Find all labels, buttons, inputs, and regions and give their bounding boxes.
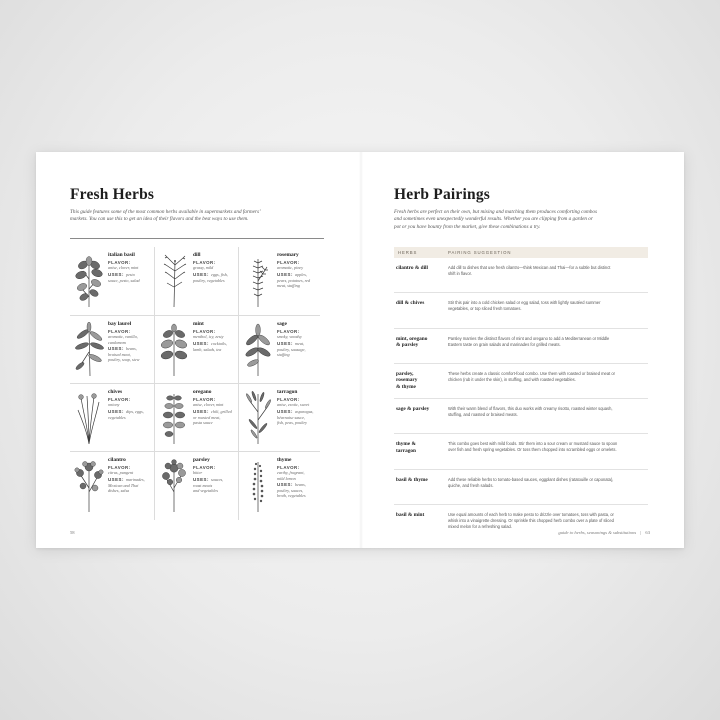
flavor-label: FLAVOR:: [108, 397, 131, 402]
pair-suggestion: Use equal amounts of each herb to make pesto to drizzle over tomatoes, toss with pasta, or whisk into a vinaigrette dressing. Or sprinkle this chopped herb combo over a plate of sliced mixed melon for a refreshing salad.: [448, 512, 614, 530]
herb-name: oregano: [193, 389, 212, 395]
flavor-value: grassy, mild: [193, 265, 214, 271]
pair-herbs: sage & parsley: [396, 406, 430, 413]
herb-info: [108, 321, 153, 362]
flavor-label: FLAVOR:: [277, 260, 300, 265]
flavor-label: FLAVOR:: [193, 260, 216, 265]
herb-name: tarragon: [277, 389, 298, 395]
uses-label: USES:: [108, 477, 124, 483]
uses-value: USES: dips, eggs, vegetables: [108, 409, 144, 420]
thyme-icon: [243, 458, 273, 514]
pair-suggestion: With their warm blend of flavors, this duo works with creamy risotto, roasted winter squash, stuffing, and roasted or braised meats.: [448, 406, 613, 418]
uses-value: USES: marinades, Mexican and Thai dishes, salsa: [108, 477, 145, 493]
flavor-value: earthy, fragrant, mild lemon: [277, 470, 305, 481]
uses-value: USES: beans, braised meat, poultry, soup, stew: [108, 346, 140, 362]
herb-card: [70, 316, 153, 384]
herb-row: [70, 315, 320, 384]
pair-herbs: cilantro & dill: [396, 265, 428, 271]
herb-row: [70, 383, 320, 452]
uses-label: USES:: [277, 272, 293, 278]
table-row: [394, 293, 648, 328]
flavor-value: anise, clover, mint: [108, 265, 139, 271]
pair-suggestion: Add these reliable herbs to tomato-based sauces, eggplant dishes (ratatouille or caponata), quiche, and fresh salads.: [448, 476, 614, 488]
herb-name: chives: [108, 389, 123, 395]
uses-value: USES: beans, poultry, sauces, broth, vegetables: [277, 482, 306, 498]
flavor-label: FLAVOR:: [108, 465, 131, 470]
herb-info: [277, 457, 322, 498]
herb-card: [238, 452, 322, 520]
flavor-value: aromatic, piney: [277, 265, 304, 271]
flavor-label: FLAVOR:: [108, 260, 131, 265]
footer-text: guide to herbs, seasonings & substitutions: [558, 530, 637, 535]
herb-name: dill: [193, 252, 201, 258]
herb-name: parsley: [193, 457, 210, 463]
page-title: Fresh Herbs: [70, 186, 155, 203]
herb-info: [277, 321, 322, 357]
herb-row: [70, 247, 320, 315]
oregano-icon: [159, 390, 189, 446]
flavor-value: bitter: [193, 470, 203, 476]
table-header: [394, 247, 648, 258]
uses-value: USES: meat, poultry, sausage, stuffing: [277, 341, 306, 357]
chives-icon: [74, 390, 104, 446]
pair-herbs: thyme & tarragon: [396, 441, 417, 454]
uses-value: USES: asparagus, béarnaise sauce, fish, peas, poultry: [277, 409, 314, 425]
herb-card: [70, 247, 153, 315]
herb-name: sage: [277, 321, 287, 327]
header-suggestion: PAIRING SUGGESTION: [448, 250, 512, 256]
dill-icon: [159, 253, 189, 309]
pair-herbs: dill & chives: [396, 300, 425, 307]
flavor-value: menthol, icy, zesty: [193, 334, 224, 340]
herb-info: [193, 321, 238, 352]
herb-info: [108, 457, 153, 493]
uses-value: USES: pesto sauce, pesto, salad: [108, 272, 140, 283]
running-footer: [558, 530, 650, 535]
herb-name: mint: [193, 321, 204, 327]
footer-separator: |: [640, 530, 642, 535]
uses-value: USES: eggs, fish, poultry, vegetables: [193, 272, 228, 283]
herb-info: [277, 389, 322, 425]
pair-suggestion: Stir this pair into a cold chicken salad or egg salad, toss with lightly sautéed summer vegetables, or top sliced fresh tomatoes.: [448, 300, 601, 312]
uses-label: USES:: [193, 409, 209, 415]
herb-name: cilantro: [108, 457, 126, 463]
herb-info: [193, 389, 238, 425]
uses-label: USES:: [108, 409, 124, 415]
herb-card: [70, 452, 153, 520]
herb-info: [277, 252, 322, 288]
intro-text: [394, 209, 656, 231]
tarragon-icon: [243, 390, 273, 446]
herb-info: [193, 252, 238, 283]
intro-line: markets. You can use this to get an idea of their flavors and the best ways to use them.: [70, 216, 249, 223]
table-row: [394, 364, 648, 399]
herb-card: [154, 384, 238, 452]
flavor-value: smoky, woodsy: [277, 334, 302, 340]
table-row: [394, 399, 648, 434]
uses-label: USES:: [277, 341, 293, 347]
pair-suggestion: These herbs create a classic comfort-food combo. Use them with roasted or braised meat or chicken (rub it under the skin), in stuffing, and with roasted vegetables.: [448, 370, 616, 382]
section-divider: [70, 238, 324, 239]
flavor-label: FLAVOR:: [193, 465, 216, 470]
pair-suggestion: Parsley marries the distinct flavors of mint and oregano to add a Mediterranean or Middle Eastern taste on grain salads and marinades for grilled meats.: [448, 335, 610, 347]
uses-label: USES:: [193, 477, 209, 483]
page-number: 58: [70, 530, 75, 535]
herb-card: [154, 316, 238, 384]
pair-herbs: parsley, rosemary & thyme: [396, 370, 418, 390]
pairings-table: [394, 247, 648, 539]
uses-label: USES:: [108, 346, 124, 352]
table-row: [394, 434, 648, 469]
table-row: [394, 470, 648, 505]
herb-name: thyme: [277, 457, 292, 463]
herb-row: [70, 451, 320, 520]
uses-label: USES:: [277, 482, 293, 488]
herb-card: [70, 384, 153, 452]
bay-laurel-icon: [74, 322, 104, 378]
flavor-value: anise, exotic, sweet: [277, 402, 310, 408]
flavor-label: FLAVOR:: [193, 397, 216, 402]
flavor-value: aromatic, vanilla, cardamom: [108, 334, 138, 345]
herb-card: [154, 247, 238, 315]
parsley-icon: [159, 458, 189, 514]
herb-info: [108, 389, 153, 420]
pair-suggestion: Add dill to dishes that use fresh cilantro—think Mexican and Thai—for a subtle but distinct shift in flavor.: [448, 265, 611, 276]
intro-line: This guide features some of the most common herbs available in supermarkets and farmers’: [70, 209, 261, 215]
uses-label: USES:: [277, 409, 293, 415]
herb-info: [193, 457, 238, 493]
herb-name: italian basil: [108, 252, 135, 258]
uses-value: USES: apples, pears, potatoes, red meat, stuffing: [277, 272, 311, 288]
pair-suggestion: This combo goes best with mild foods. Stir them into a sour cream or mustard sauce to spoon over fish and fresh spring vegetables. Or toss them chopped into scrambled eggs or omelets.: [448, 441, 618, 453]
flavor-value: anise, clover, mint: [193, 402, 224, 408]
flavor-value: oniony: [108, 402, 120, 408]
herb-card: [154, 452, 238, 520]
sage-icon: [243, 322, 273, 378]
flavor-value: citrus, pungent: [108, 470, 134, 476]
pair-herbs: basil & thyme: [396, 476, 428, 483]
page-number: 63: [645, 530, 650, 535]
uses-label: USES:: [193, 272, 209, 278]
flavor-label: FLAVOR:: [277, 465, 300, 470]
flavor-label: FLAVOR:: [108, 329, 131, 334]
herb-card: [238, 316, 322, 384]
herb-card: [238, 247, 322, 315]
uses-value: USES: chili, grilled or roasted meat, pasta sauce: [193, 409, 232, 425]
uses-value: USES: cocktails, lamb, salads, tea: [193, 341, 227, 352]
herb-card: [238, 384, 322, 452]
flavor-label: FLAVOR:: [277, 329, 300, 334]
page-title: Herb Pairings: [394, 186, 491, 203]
intro-line: and sometimes even unexpectedly wonderful results. Whether you are clipping from a garden or: [394, 216, 593, 223]
intro-line: Fresh herbs are perfect on their own, but mixing and matching them produces comforting combos: [394, 209, 598, 215]
open-book-spread: [36, 152, 684, 548]
herb-name: rosemary: [277, 252, 299, 258]
right-page: [360, 152, 684, 548]
intro-line: pot or you have bounty from the market, give these combinations a try.: [394, 223, 541, 230]
table-row: [394, 258, 648, 293]
pair-herbs: basil & mint: [396, 512, 425, 519]
herb-name: bay laurel: [108, 321, 132, 327]
herb-info: [108, 252, 153, 283]
left-page: [36, 152, 360, 548]
flavor-label: FLAVOR:: [277, 397, 300, 402]
uses-label: USES:: [108, 272, 124, 278]
uses-label: USES:: [193, 341, 209, 347]
intro-text: [70, 209, 330, 224]
pair-herbs: mint, oregano & parsley: [396, 335, 428, 348]
basil-icon: [74, 253, 104, 309]
uses-value: USES: sauces, roast meats and vegetables: [193, 477, 224, 493]
table-row: [394, 329, 648, 364]
flavor-label: FLAVOR:: [193, 329, 216, 334]
header-herbs: HERBS: [398, 250, 418, 256]
mint-icon: [159, 322, 189, 378]
cilantro-icon: [74, 458, 104, 514]
rosemary-icon: [243, 253, 273, 309]
